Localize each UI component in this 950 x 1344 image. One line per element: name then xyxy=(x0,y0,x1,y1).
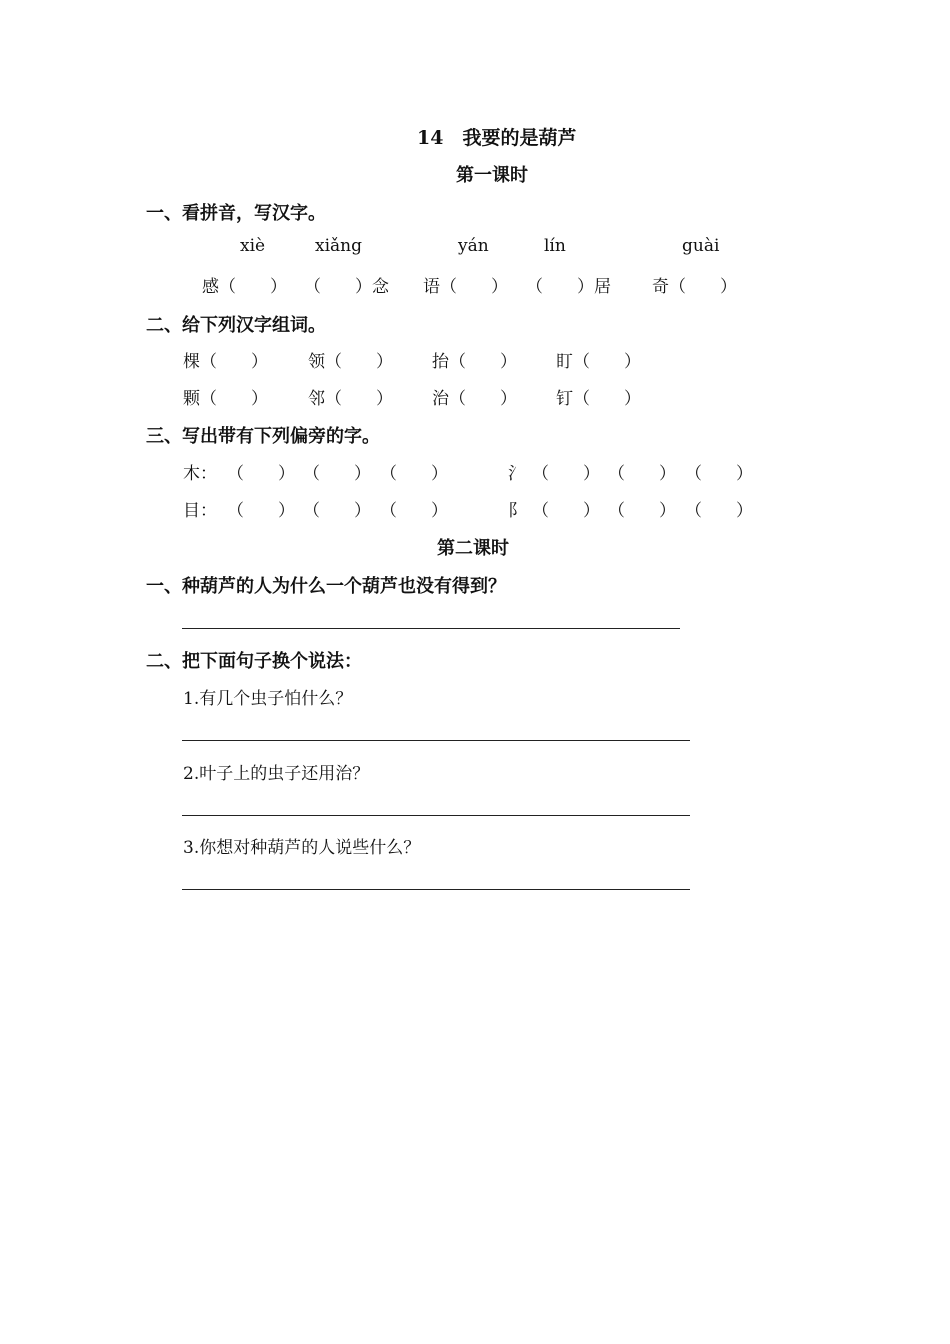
q3-row1-right-label: 氵 xyxy=(508,464,525,484)
sentence-2: 2.叶子上的虫子还用治？ xyxy=(183,764,370,784)
q3-row1-blank-6[interactable]: （ ） xyxy=(685,464,753,484)
q3-row1-blank-2[interactable]: （ ） xyxy=(303,464,371,484)
q1-item-2[interactable]: （ ）念 xyxy=(304,277,389,297)
q3-row2-blank-1[interactable]: （ ） xyxy=(227,501,295,521)
q1-heading: 一、看拼音，写汉字。 xyxy=(146,203,326,224)
q2-heading: 二、给下列汉字组词。 xyxy=(146,315,326,336)
p2-q1-heading: 一、种葫芦的人为什么一个葫芦也没有得到？ xyxy=(146,576,506,597)
sentence-1-answer-line[interactable] xyxy=(182,740,690,741)
q3-row2-right-label: 阝 xyxy=(508,501,525,521)
q1-item-4[interactable]: （ ）居 xyxy=(526,277,611,297)
q3-row2-blank-4[interactable]: （ ） xyxy=(532,501,600,521)
pinyin-xie: xiè xyxy=(240,236,266,256)
q3-row2-blank-2[interactable]: （ ） xyxy=(303,501,371,521)
q2-row1-item-3[interactable]: 抬（ ） xyxy=(432,352,517,372)
pinyin-guai: guài xyxy=(682,236,720,256)
q1-item-1[interactable]: 感（ ） xyxy=(202,277,287,297)
p2-q2-heading: 二、把下面句子换个说法： xyxy=(146,651,362,672)
sentence-2-answer-line[interactable] xyxy=(182,815,690,816)
pinyin-yan: yán xyxy=(458,236,489,256)
q3-row2-blank-5[interactable]: （ ） xyxy=(608,501,676,521)
q2-row2-item-4[interactable]: 钉（ ） xyxy=(556,389,641,409)
q3-row1-blank-5[interactable]: （ ） xyxy=(608,464,676,484)
q3-row2-label: 目： xyxy=(183,501,217,521)
sentence-3-answer-line[interactable] xyxy=(182,889,690,890)
q1-item-3[interactable]: 语（ ） xyxy=(423,277,508,297)
pinyin-xiang: xiǎng xyxy=(315,236,362,256)
p2-q1-answer-line[interactable] xyxy=(182,628,680,629)
sentence-1: 1.有几个虫子怕什么？ xyxy=(183,689,353,709)
q1-item-5[interactable]: 奇（ ） xyxy=(652,277,737,297)
q2-row2-item-1[interactable]: 颗（ ） xyxy=(183,389,268,409)
q3-row1-blank-4[interactable]: （ ） xyxy=(532,464,600,484)
q3-row1-blank-1[interactable]: （ ） xyxy=(227,464,295,484)
pinyin-lin: lín xyxy=(544,236,566,256)
lesson-one-heading: 第一课时 xyxy=(456,165,528,186)
q2-row1-item-2[interactable]: 领（ ） xyxy=(308,352,393,372)
q2-row2-item-3[interactable]: 治（ ） xyxy=(432,389,517,409)
q2-row1-item-1[interactable]: 棵（ ） xyxy=(183,352,268,372)
page-title: 14 我要的是葫芦 xyxy=(417,127,577,149)
sentence-3: 3.你想对种葫芦的人说些什么？ xyxy=(183,838,421,858)
q3-heading: 三、写出带有下列偏旁的字。 xyxy=(146,426,380,447)
q2-row1-item-4[interactable]: 盯（ ） xyxy=(556,352,641,372)
lesson-two-heading: 第二课时 xyxy=(437,538,509,559)
q3-row1-blank-3[interactable]: （ ） xyxy=(380,464,448,484)
q3-row2-blank-6[interactable]: （ ） xyxy=(685,501,753,521)
q2-row2-item-2[interactable]: 邻（ ） xyxy=(308,389,393,409)
q3-row1-label: 木： xyxy=(183,464,217,484)
q3-row2-blank-3[interactable]: （ ） xyxy=(380,501,448,521)
